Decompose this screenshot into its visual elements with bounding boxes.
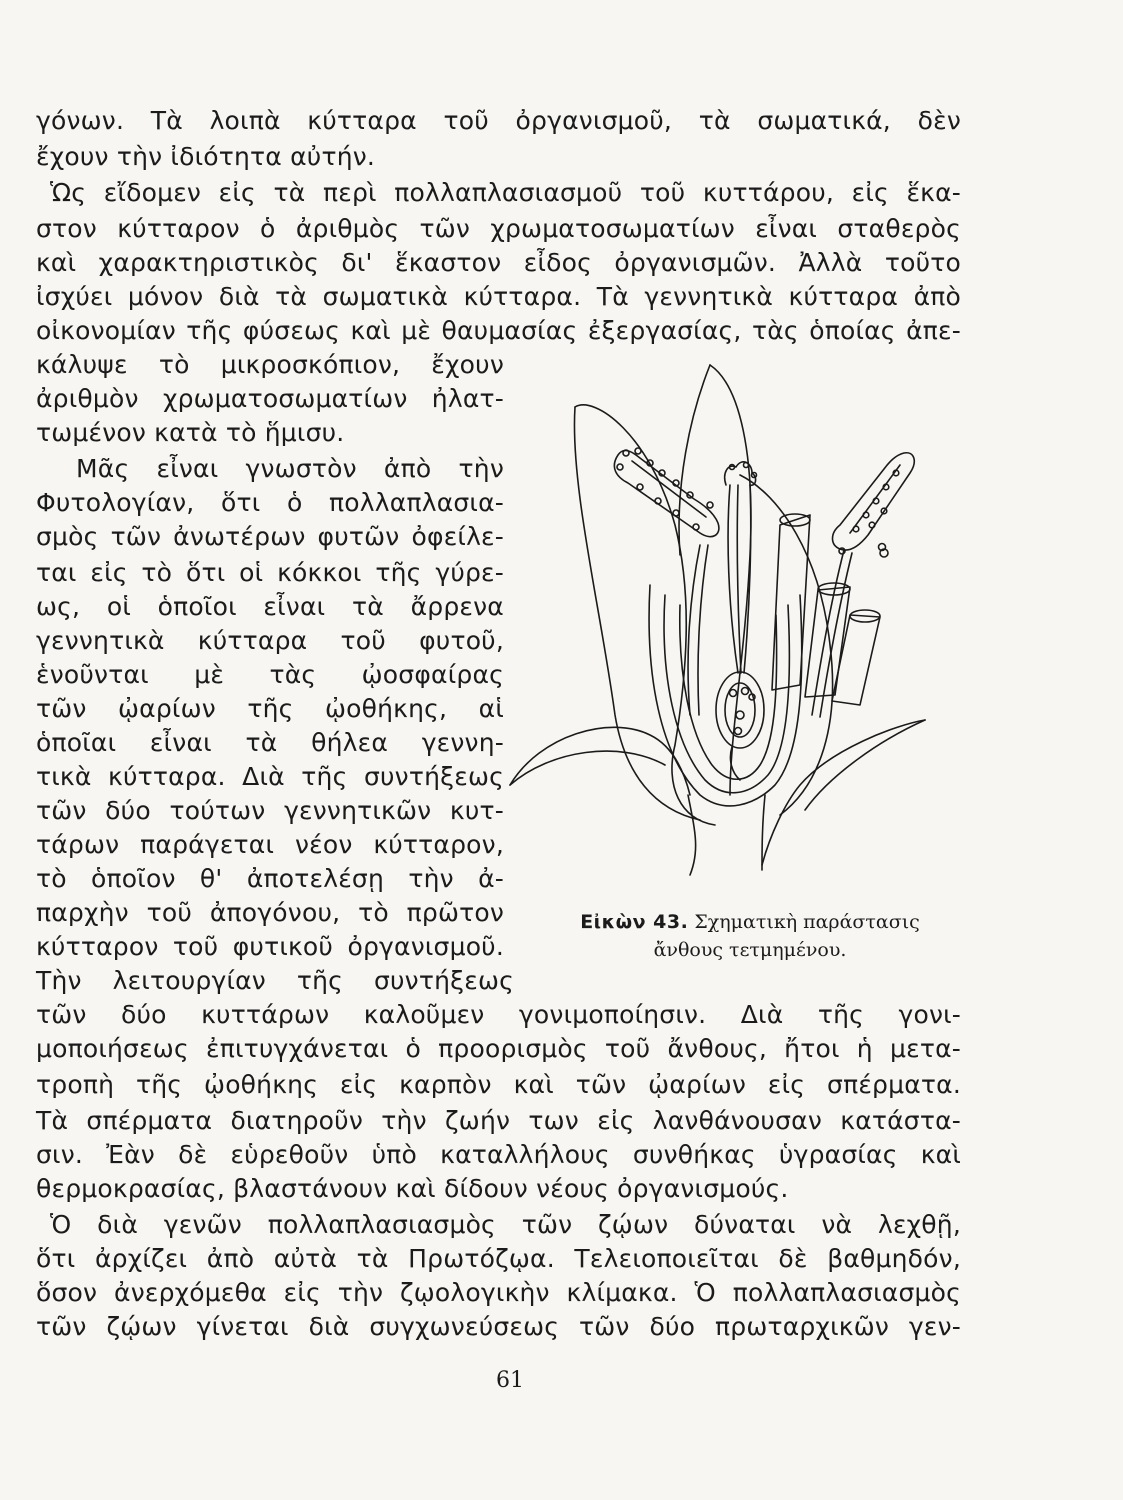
text-line: κύτταρον τοῦ φυτικοῦ ὀργανισμοῦ. (36, 932, 504, 961)
text-line: Τὴν λειτουργίαν τῆς συντήξεως (36, 966, 514, 995)
petal-left (575, 405, 715, 825)
text-line: σμὸς τῶν ἀνωτέρων φυτῶν ὀφείλε- (36, 522, 504, 551)
text-line: μοποιήσεως ἐπιτυγχάνεται ὁ προορισμὸς τοῦ ἄνθους, ἤτοι ἡ μετα- (36, 1034, 961, 1063)
text-line: Μᾶς εἶναι γνωστὸν ἀπὸ τὴν (76, 454, 504, 483)
text-line: Ὡς εἴδομεν εἰς τὰ περὶ πολλαπλασιασμοῦ τοῦ κυττάρου, εἰς ἕκα- (50, 178, 961, 207)
text-line: σιν. Ἐὰν δὲ εὑρεθοῦν ὑπὸ καταλλήλους συνθήκας ὑγρασίας καὶ (36, 1140, 961, 1169)
text-line: τῶν ᾠαρίων τῆς ᾠοθήκης, αἱ (36, 694, 504, 723)
figure-label: Εἰκὼν 43. (580, 911, 689, 933)
text-line: τάρων παράγεται νέον κύτταρον, (36, 830, 504, 859)
style (728, 485, 738, 673)
figure-caption (540, 908, 960, 964)
text-line: στον κύτταρον ὁ ἀριθμὸς τῶν χρωματοσωματίων εἶναι σταθερὸς (36, 214, 961, 243)
text-line: ὅσον ἀνερχόμεθα εἰς τὴν ζῳολογικὴν κλίμακα. Ὁ πολλαπλασιασμὸς (36, 1278, 961, 1307)
anther-left (614, 448, 719, 537)
sepal-right (762, 720, 925, 865)
text-line: Ὁ διὰ γενῶν πολλαπλασιασμὸς τῶν ζῴων δύναται νὰ λεχθῇ, (50, 1210, 961, 1239)
text-line: κάλυψε τὸ μικροσκόπιον, ἔχουν (36, 350, 504, 379)
caption-line: ἄνθους τετμημένου. (653, 939, 847, 961)
text-line: τικὰ κύτταρα. Διὰ τῆς συντήξεως (36, 762, 504, 791)
text-line: ται εἰς τὸ ὅτι οἱ κόκκοι τῆς γύρε- (36, 558, 504, 587)
text-line: τωμένον κατὰ τὸ ἥμισυ. (36, 418, 345, 447)
text-line: τῶν δύο τούτων γεννητικῶν κυτ- (36, 796, 504, 825)
sepal-left (510, 727, 690, 795)
anther-right (833, 453, 915, 554)
caption-line (540, 908, 960, 936)
text-line: ἑνοῦνται μὲ τὰς ᾠοσφαίρας (36, 660, 504, 689)
text-line: τῶν δύο κυττάρων καλοῦμεν γονιμοποίησιν. Διὰ τῆς γονι- (36, 1000, 961, 1029)
page-number: 61 (496, 1368, 524, 1393)
text-line: ως, οἱ ὁποῖοι εἶναι τὰ ἄρρενα (36, 592, 504, 621)
caption-text: Σχηματικὴ παράστασις (694, 911, 920, 933)
text-line: γεννητικὰ κύτταρα τοῦ φυτοῦ, (36, 626, 504, 655)
text-line: ὁποῖαι εἶναι τὰ θήλεα γεννη- (36, 728, 504, 757)
text-line: Τὰ σπέρματα διατηροῦν τὴν ζωήν των εἰς λανθάνουσαν κατάστα- (36, 1106, 961, 1135)
text-line: Φυτολογίαν, ὅτι ὁ πολλαπλασια- (36, 488, 504, 517)
text-line: τὸ ὁποῖον θ' ἀποτελέσῃ τὴν ἀ- (36, 864, 504, 893)
text-line: γόνων. Τὰ λοιπὰ κύτταρα τοῦ ὀργανισμοῦ, τὰ σωματικά, δὲν (36, 106, 961, 135)
text-line: θερμοκρασίας, βλαστάνουν καὶ δίδουν νέους ὀργανισμούς. (36, 1174, 789, 1203)
receptacle (688, 795, 696, 875)
text-line: παρχὴν τοῦ ἀπογόνου, τὸ πρῶτον (36, 898, 504, 927)
text-line: οἰκονομίαν τῆς φύσεως καὶ μὲ θαυμασίας ἐξεργασίας, τὰς ὁποίας ἀπε- (36, 316, 961, 345)
text-line: τροπὴ τῆς ᾠοθήκης εἰς καρπὸν καὶ τῶν ᾠαρίων εἰς σπέρματα. (36, 1070, 961, 1099)
flower-section-illustration (500, 355, 940, 885)
text-line: καὶ χαρακτηριστικὸς δι' ἕκαστον εἶδος ὀργανισμῶν. Ἀλλὰ τοῦτο (36, 248, 961, 277)
text-line: ἀριθμὸν χρωματοσωματίων ἠλατ- (36, 384, 504, 413)
text-line: τῶν ζῴων γίνεται διὰ συγχωνεύσεως τῶν δύο πρωταρχικῶν γεν- (36, 1312, 961, 1341)
text-line: ἔχουν τὴν ἰδιότητα αὐτήν. (36, 142, 376, 171)
text-line: ἰσχύει μόνον διὰ τὰ σωματικὰ κύτταρα. Τὰ γεννητικὰ κύτταρα ἀπὸ (36, 282, 961, 311)
text-line: ὅτι ἀρχίζει ἀπὸ αὐτὰ τὰ Πρωτόζῳα. Τελειοποιεῖται δὲ βαθμηδόν, (36, 1244, 961, 1273)
